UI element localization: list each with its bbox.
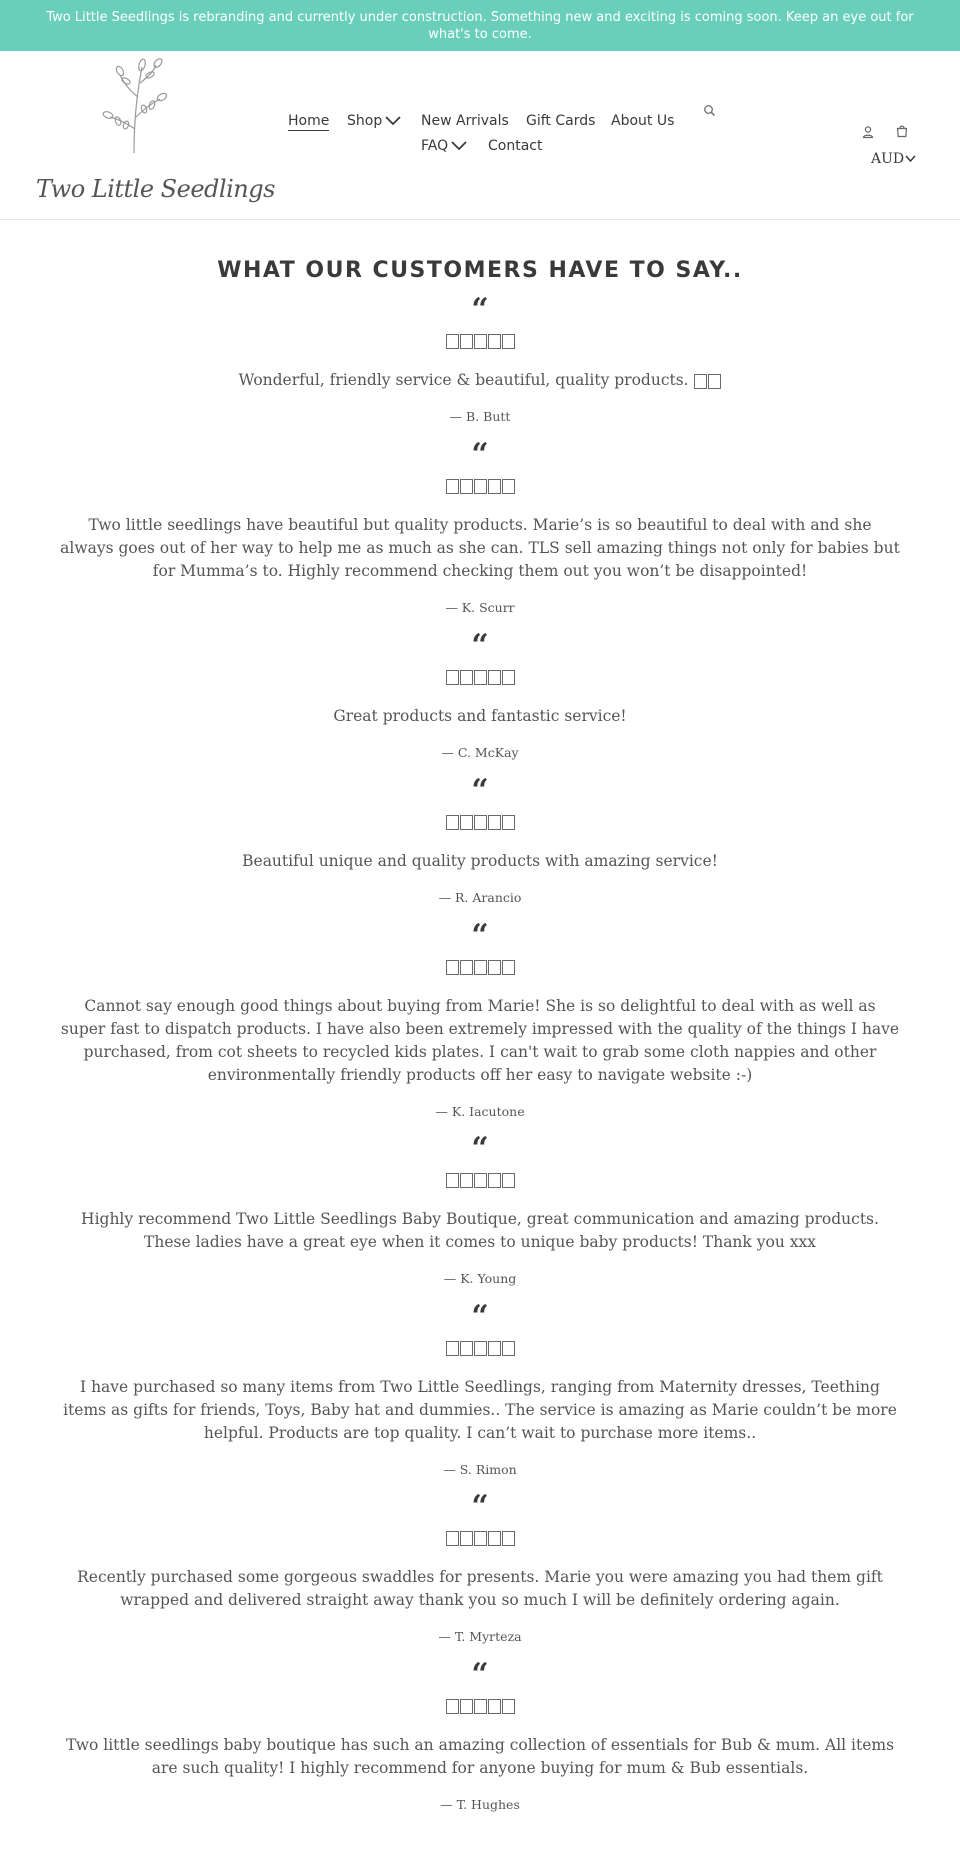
testimonial-text: Beautiful unique and quality products with amazing service! bbox=[242, 852, 718, 870]
quote-icon: “ bbox=[471, 628, 489, 663]
nav-home[interactable]: Home bbox=[288, 113, 330, 129]
quote-icon: “ bbox=[471, 1131, 489, 1166]
testimonial-text: I have purchased so many items from Two Little Seedlings, ranging from Maternity dresses, Teething items as gifts for friends, Toys, Baby hat and dummies.. The service is amazing as Marie couldn’t be more helpful. Products are top quality. I can’t wait to purchase more items.. bbox=[63, 1378, 897, 1442]
star-rating-icon bbox=[60, 1337, 900, 1367]
nav-gift-cards[interactable]: Gift Cards bbox=[526, 113, 596, 129]
testimonial-author: — C. McKay bbox=[441, 745, 519, 760]
quote-icon: “ bbox=[471, 1489, 489, 1524]
testimonial-text: Cannot say enough good things about buying from Marie! She is so delightful to deal with as well as super fast to dispatch products. I have also been extremely impressed with the quality of the things I have purchased, from cot sheets to recycled kids plates. I can't wait to grab some cloth nappies and other environmentally friendly products off her easy to navigate website :-) bbox=[60, 997, 900, 1084]
star-rating-icon bbox=[60, 475, 900, 505]
quote-icon: “ bbox=[471, 918, 489, 953]
testimonial bbox=[60, 437, 900, 616]
cart-icon[interactable] bbox=[894, 123, 910, 139]
star-rating-icon bbox=[60, 1527, 900, 1557]
user-icon[interactable] bbox=[860, 124, 876, 140]
star-rating-icon bbox=[60, 666, 900, 696]
testimonial-text: Two little seedlings have beautiful but quality products. Marie’s is so beautiful to deal with and she always goes out of her way to help me as much as she can. TLS sell amazing things not only for babies but for Mumma’s to. Highly recommend checking them out you won’t be disappointed! bbox=[60, 516, 900, 580]
nav-new-arrivals[interactable]: New Arrivals bbox=[421, 113, 509, 129]
testimonial-author: — S. Rimon bbox=[443, 1462, 517, 1477]
nav-shop-label: Shop bbox=[347, 113, 383, 129]
currency-value: AUD bbox=[871, 151, 905, 167]
logo[interactable] bbox=[36, 57, 275, 207]
testimonial-text: Great products and fantastic service! bbox=[333, 707, 627, 725]
star-rating-icon bbox=[60, 811, 900, 841]
testimonial bbox=[60, 773, 900, 906]
nav-contact[interactable]: Contact bbox=[488, 138, 543, 154]
announcement-text: Two Little Seedlings is rebranding and currently under construction. Something new and exciting is coming soon. Keep an eye out for what's to come. bbox=[46, 10, 914, 42]
star-rating-icon bbox=[60, 330, 900, 360]
currency-selector[interactable] bbox=[871, 151, 916, 167]
seedling-logo-icon bbox=[96, 57, 176, 155]
testimonial bbox=[60, 1489, 900, 1645]
nav-faq-label: FAQ bbox=[421, 138, 449, 154]
quote-icon: “ bbox=[471, 292, 489, 327]
nav-about-us[interactable]: About Us bbox=[611, 113, 675, 129]
quote-icon: “ bbox=[471, 773, 489, 808]
testimonial-text bbox=[60, 369, 900, 392]
testimonial-author: — K. Scurr bbox=[445, 600, 515, 615]
testimonial-author: — K. Iacutone bbox=[435, 1104, 525, 1119]
announcement-bar bbox=[0, 0, 960, 51]
section-title: WHAT OUR CUSTOMERS HAVE TO SAY.. bbox=[217, 258, 743, 283]
testimonial bbox=[60, 918, 900, 1120]
star-rating-icon bbox=[60, 1695, 900, 1725]
testimonial bbox=[60, 292, 900, 425]
testimonial-text-content: Wonderful, friendly service & beautiful, quality products. bbox=[238, 371, 694, 389]
chevron-down-icon bbox=[905, 155, 916, 163]
nav-shop[interactable] bbox=[347, 113, 401, 129]
star-rating-icon bbox=[60, 1169, 900, 1199]
star-rating-icon bbox=[60, 956, 900, 986]
search-icon[interactable] bbox=[702, 103, 718, 119]
testimonial-text: Recently purchased some gorgeous swaddles for presents. Marie you were amazing you had them gift wrapped and delivered straight away thank you so much I will be definitely ordering again. bbox=[77, 1568, 883, 1609]
chevron-down-icon bbox=[385, 116, 401, 126]
testimonial bbox=[60, 1657, 900, 1813]
testimonial-author: — K. Young bbox=[443, 1271, 517, 1286]
site-header bbox=[0, 51, 960, 220]
quote-icon: “ bbox=[471, 1657, 489, 1692]
testimonial bbox=[60, 1299, 900, 1478]
testimonial-text: Two little seedlings baby boutique has such an amazing collection of essentials for Bub & mum. All items are such quality! I highly recommend for anyone buying for mum & Bub essentials. bbox=[65, 1736, 895, 1777]
logo-text: Two Little Seedlings bbox=[36, 175, 275, 203]
testimonial-author: — R. Arancio bbox=[438, 890, 522, 905]
quote-icon: “ bbox=[471, 1299, 489, 1334]
testimonial bbox=[60, 1131, 900, 1287]
testimonial-author: — T. Myrteza bbox=[438, 1629, 522, 1644]
quote-icon: “ bbox=[471, 437, 489, 472]
testimonial bbox=[60, 628, 900, 761]
testimonial-author: — B. Butt bbox=[449, 409, 511, 424]
emoji-glyph-icon bbox=[694, 373, 722, 389]
chevron-down-icon bbox=[451, 141, 467, 151]
testimonial-text: Highly recommend Two Little Seedlings Baby Boutique, great communication and amazing products. These ladies have a great eye when it comes to unique baby products! Thank you xxx bbox=[81, 1210, 879, 1251]
testimonial-author: — T. Hughes bbox=[440, 1797, 520, 1812]
nav-faq[interactable] bbox=[421, 138, 467, 154]
